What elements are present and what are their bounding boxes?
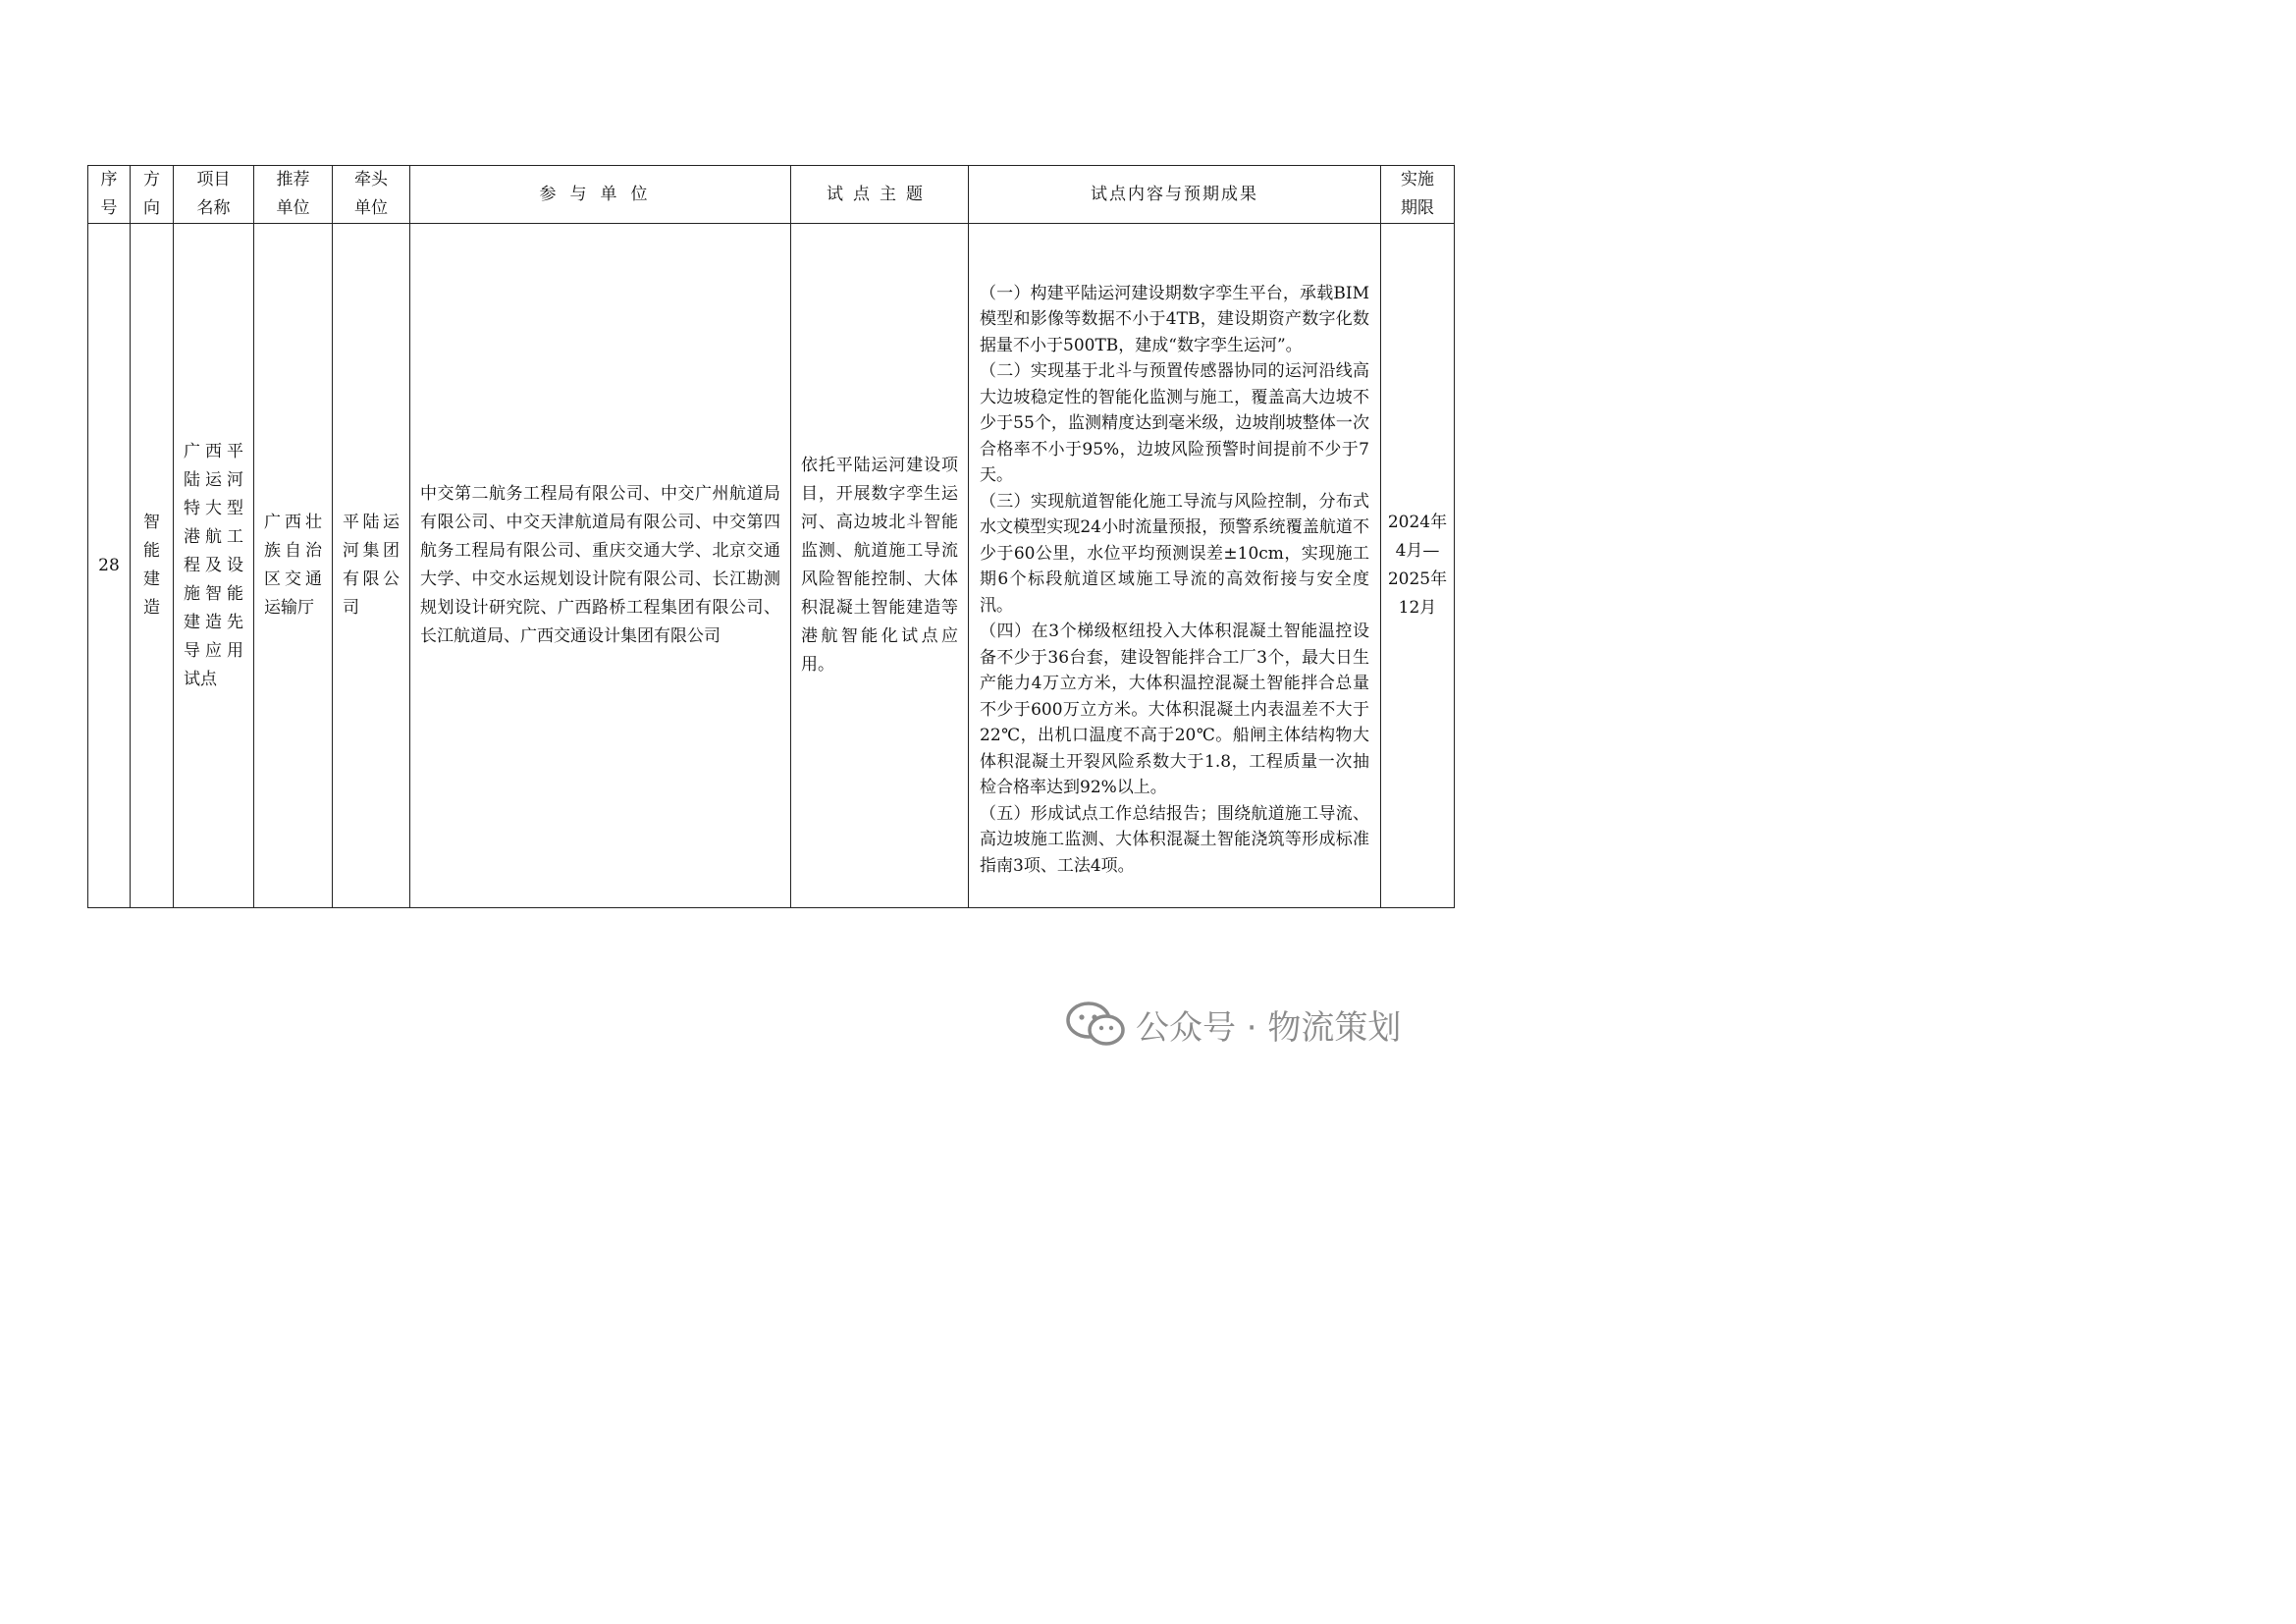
header-recommender bbox=[254, 166, 333, 224]
project-name-text: 广西平陆运河特大型港航工程及设施智能建造先导应用试点 bbox=[184, 441, 243, 689]
header-recommender-line: 推荐 bbox=[276, 170, 310, 189]
direction-char: 建 bbox=[143, 569, 160, 589]
cell-direction bbox=[131, 224, 174, 908]
header-project-name-line: 项目 bbox=[196, 170, 231, 189]
seq-number: 28 bbox=[98, 555, 120, 575]
header-period-line: 实施 bbox=[1401, 170, 1434, 189]
period-line: 2025年 bbox=[1387, 569, 1448, 589]
pilot-theme-text: 依托平陆运河建设项目，开展数字孪生运河、高边坡北斗智能监测、航道施工导流风险智能控制、大体积混凝土智能建造等港航智能化试点应用。 bbox=[801, 456, 958, 675]
cell-lead-unit bbox=[333, 224, 410, 908]
participants-text: 中交第二航务工程局有限公司、中交广州航道局有限公司、中交天津航道局有限公司、中交第四航务工程局有限公司、重庆交通大学、北京交通大学、中交水运规划设计院有限公司、长江勘测规划设计研究院、广西路桥工程集团有限公司、长江航道局、广西交通设计集团有限公司 bbox=[420, 484, 780, 646]
header-seq-line: 号 bbox=[100, 198, 118, 218]
header-participants: 参与单位 bbox=[410, 166, 791, 224]
direction-char: 智 bbox=[143, 513, 160, 532]
content-paragraph: （二）实现基于北斗与预置传感器协同的运河沿线高大边坡稳定性的智能化监测与施工，覆盖高大边坡不少于55个，监测精度达到毫米级，边坡削坡整体一次合格率不小于95%，边坡风险预警时间提前不少于7天。 bbox=[980, 361, 1369, 486]
header-direction-line: 向 bbox=[143, 198, 160, 218]
cell-seq bbox=[88, 224, 131, 908]
table-row bbox=[88, 224, 1455, 908]
cell-recommender bbox=[254, 224, 333, 908]
content-paragraph: （一）构建平陆运河建设期数字孪生平台，承载BIM模型和影像等数据不小于4TB，建设期资产数字化数据量不小于500TB，建成“数字孪生运河”。 bbox=[980, 283, 1369, 355]
header-lead-unit-line: 单位 bbox=[354, 198, 388, 218]
header-direction bbox=[131, 166, 174, 224]
content-paragraphs bbox=[969, 252, 1380, 880]
header-lead-unit bbox=[333, 166, 410, 224]
pilot-project-table bbox=[87, 165, 1455, 908]
header-project-name bbox=[174, 166, 254, 224]
period-line: 12月 bbox=[1398, 598, 1437, 618]
header-recommender-line: 单位 bbox=[276, 198, 310, 218]
table-header-row bbox=[88, 166, 1455, 224]
cell-project-name bbox=[174, 224, 254, 908]
content-paragraph: （四）在3个梯级枢纽投入大体积混凝土智能温控设备不少于36台套，建设智能拌合工厂3个，最大日生产能力4万立方米，大体积温控混凝土智能拌合总量不少于600万立方米。大体积混凝土内表温差不大于22℃，出机口温度不高于20℃。船闸主体结构物大体积混凝土开裂风险系数大于1.8，工程质量一次抽检合格率达到92%以上。 bbox=[980, 622, 1369, 798]
period-line: 2024年 bbox=[1387, 513, 1448, 532]
header-project-name-line: 名称 bbox=[196, 198, 231, 218]
wechat-icon bbox=[1065, 1000, 1126, 1049]
lead-unit-text: 平陆运河集团有限公司 bbox=[343, 513, 400, 618]
watermark-text: 公众号 · 物流策划 bbox=[1136, 1007, 1402, 1048]
cell-participants bbox=[410, 224, 791, 908]
watermark bbox=[1065, 1000, 1401, 1049]
header-direction-line: 方 bbox=[143, 170, 160, 189]
cell-period bbox=[1381, 224, 1455, 908]
header-content: 试点内容与预期成果 bbox=[969, 166, 1381, 224]
header-seq bbox=[88, 166, 131, 224]
header-pilot-theme: 试点主题 bbox=[791, 166, 969, 224]
header-period bbox=[1381, 166, 1455, 224]
header-period-line: 期限 bbox=[1401, 198, 1434, 218]
cell-pilot-theme bbox=[791, 224, 969, 908]
direction-char: 能 bbox=[143, 541, 160, 561]
period-line: 4月— bbox=[1395, 541, 1440, 561]
cell-content bbox=[969, 224, 1381, 908]
header-lead-unit-line: 牵头 bbox=[354, 170, 388, 189]
direction-char: 造 bbox=[143, 598, 160, 618]
header-seq-line: 序 bbox=[100, 170, 118, 189]
content-paragraph: （五）形成试点工作总结报告；围绕航道施工导流、高边坡施工监测、大体积混凝土智能浇筑等形成标准指南3项、工法4项。 bbox=[980, 803, 1369, 876]
content-paragraph: （三）实现航道智能化施工导流与风险控制，分布式水文模型实现24小时流量预报，预警系统覆盖航道不少于60公里，水位平均预测误差±10cm，实现施工期6个标段航道区域施工导流的高效衔接与安全度汛。 bbox=[980, 491, 1369, 616]
recommender-text: 广西壮族自治区交通运输厅 bbox=[264, 513, 322, 618]
